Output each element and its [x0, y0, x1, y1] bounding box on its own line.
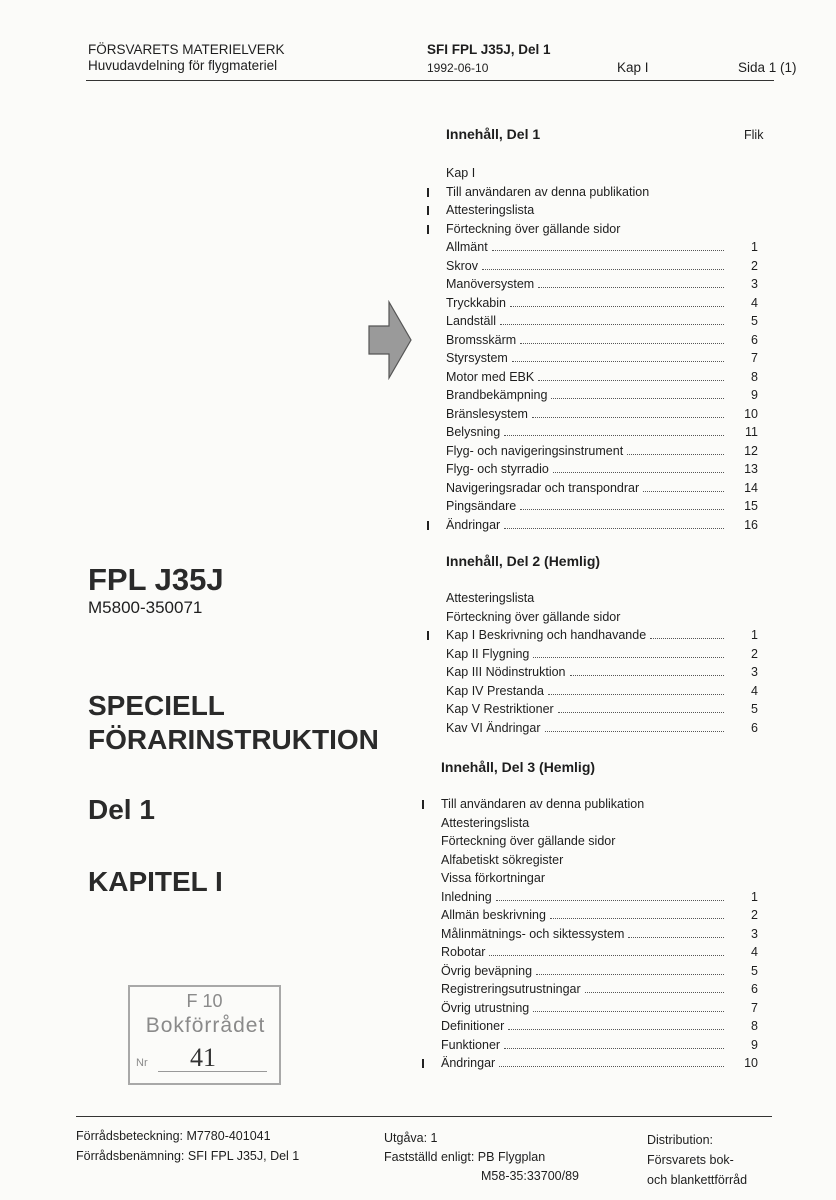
toc-item-flik: 6	[751, 982, 758, 996]
toc-item	[446, 460, 758, 479]
toc-item-label: Allmän beskrivning	[441, 908, 546, 922]
toc-item-flik: 3	[751, 277, 758, 291]
toc-item	[446, 257, 758, 276]
toc-item	[446, 589, 758, 608]
toc-item-flik: 10	[744, 1056, 758, 1070]
toc-item-label: Bränslesystem	[446, 406, 528, 421]
toc-item-label: Till användaren av denna publikation	[446, 184, 650, 199]
toc-item	[441, 1036, 758, 1055]
toc-item-flik: 4	[751, 683, 758, 698]
toc-item	[441, 1017, 758, 1036]
change-bar	[427, 631, 429, 640]
toc-leader-dots	[536, 973, 724, 975]
toc-item-flik: 8	[751, 369, 758, 384]
org-division: Huvudavdelning för flygmateriel	[88, 58, 278, 73]
toc-item	[441, 832, 758, 851]
toc-del3-title: Innehåll, Del 3 (Hemlig)	[441, 759, 596, 775]
toc-leader-dots	[508, 1028, 724, 1030]
toc-leader-dots	[489, 954, 724, 956]
stamp-nr-value: 41	[190, 1043, 216, 1072]
toc-item	[441, 795, 758, 814]
toc-item-label: Kav VI Ändringar	[446, 720, 541, 735]
toc-item-label: Attesteringslista	[446, 203, 535, 217]
toc-leader-dots	[643, 490, 724, 492]
toc-leader-dots	[553, 471, 724, 473]
toc-item	[441, 851, 758, 870]
toc-item-flik: 14	[744, 480, 758, 495]
toc-item-label: Belysning	[446, 425, 501, 439]
toc-item-flik: 1	[751, 889, 758, 904]
toc-item-label: Kap V Restriktioner	[446, 702, 554, 716]
toc-item	[446, 368, 758, 387]
footer-benamning: Förrådsbenämning: SFI FPL J35J, Del 1	[76, 1149, 300, 1163]
toc-leader-dots	[532, 416, 724, 418]
toc-item-label: Kap I Beskrivning och handhavande	[446, 628, 647, 642]
doc-date: 1992-06-10	[427, 61, 489, 75]
toc-leader-dots	[520, 508, 724, 510]
toc-item	[441, 943, 758, 962]
toc-item-label: Robotar	[441, 945, 486, 959]
toc-item-flik: 1	[751, 240, 758, 254]
toc-item	[446, 275, 758, 294]
toc-item-flik: 6	[751, 332, 758, 347]
toc-item-flik: 3	[751, 926, 758, 941]
toc-item	[441, 869, 758, 888]
toc-del3	[441, 759, 758, 1073]
toc-item-label: Funktioner	[441, 1037, 501, 1052]
toc-item-flik: 2	[751, 646, 758, 661]
toc-leader-dots	[533, 656, 724, 658]
toc-item-flik: 10	[744, 406, 758, 421]
change-bar	[427, 225, 429, 234]
toc-item	[446, 164, 758, 183]
cover-chapter: KAPITEL I	[88, 866, 223, 897]
change-bar	[427, 521, 429, 530]
toc-item-flik: 16	[744, 517, 758, 532]
toc-item-flik: 6	[751, 720, 758, 735]
cover-title: FPL J35J	[88, 562, 224, 597]
toc-item	[446, 238, 758, 257]
toc-item-label: Förteckning över gällande sidor	[446, 609, 621, 624]
toc-del3-list	[441, 795, 758, 1073]
toc-leader-dots	[538, 379, 724, 381]
toc-leader-dots	[504, 527, 724, 529]
toc-item-label: Ändringar	[441, 1056, 496, 1070]
toc-leader-dots	[585, 991, 724, 993]
toc-item-label: Flyg- och navigeringsinstrument	[446, 443, 624, 458]
toc-item-label: Styrsystem	[446, 351, 508, 365]
toc-item-label: Landställ	[446, 314, 497, 328]
toc-item	[446, 386, 758, 405]
toc-leader-dots	[500, 323, 724, 325]
change-bar	[422, 800, 424, 809]
toc-item-flik: 5	[751, 702, 758, 716]
cover-subtitle-2: FÖRARINSTRUKTION	[88, 724, 379, 755]
toc-item-label: Kap I	[446, 166, 476, 180]
toc-leader-dots	[548, 693, 724, 695]
toc-item	[446, 645, 758, 664]
footer-dist-line3: och blankettförråd	[647, 1173, 748, 1187]
toc-item-flik: 2	[751, 258, 758, 273]
toc-item-flik: 2	[751, 908, 758, 922]
toc-item-label: Kap II Flygning	[446, 646, 530, 661]
toc-item	[441, 999, 758, 1018]
footer-utgava: Utgåva: 1	[384, 1131, 438, 1145]
toc-del1	[446, 126, 758, 534]
toc-item-flik: 4	[751, 295, 758, 310]
toc-leader-dots	[499, 1065, 724, 1067]
org-name: FÖRSVARETS MATERIELVERK	[88, 42, 285, 57]
toc-leader-dots	[512, 360, 724, 362]
header-chapter: Kap I	[617, 60, 649, 75]
toc-item	[446, 626, 758, 645]
toc-leader-dots	[628, 936, 724, 938]
toc-item-flik: 9	[751, 1037, 758, 1052]
footer-dist-line2: Försvarets bok-	[647, 1153, 734, 1167]
toc-item-label: Vissa förkortningar	[441, 871, 545, 885]
toc-item	[446, 349, 758, 368]
toc-leader-dots	[627, 453, 724, 455]
toc-item-label: Övrig beväpning	[441, 963, 533, 978]
toc-item-flik: 13	[744, 462, 758, 476]
cover-code: M5800-350071	[88, 598, 203, 617]
toc-item-label: Brandbekämpning	[446, 388, 548, 402]
toc-item-label: Attesteringslista	[441, 815, 530, 830]
toc-item	[446, 183, 758, 202]
toc-leader-dots	[492, 249, 724, 251]
toc-item-label: Övrig utrustning	[441, 1000, 530, 1015]
toc-item-label: Definitioner	[441, 1019, 505, 1033]
toc-item-label: Alfabetiskt sökregister	[441, 852, 564, 867]
toc-item-flik: 4	[751, 945, 758, 959]
toc-leader-dots	[504, 434, 724, 436]
toc-item-flik: 11	[745, 425, 758, 439]
toc-item-label: Flyg- och styrradio	[446, 462, 549, 476]
toc-item-flik: 3	[751, 665, 758, 679]
stamp-nr-label: Nr	[136, 1057, 148, 1069]
toc-leader-dots	[482, 268, 724, 270]
toc-item	[441, 980, 758, 999]
toc-leader-dots	[650, 637, 724, 639]
toc-item-label: Navigeringsradar och transpondrar	[446, 480, 640, 495]
toc-item	[446, 294, 758, 313]
toc-item-label: Kap IV Prestanda	[446, 683, 544, 698]
footer-rule	[76, 1116, 772, 1117]
toc-item	[446, 423, 758, 442]
toc-item	[446, 682, 758, 701]
toc-item-flik: 7	[751, 351, 758, 365]
toc-leader-dots	[545, 730, 725, 732]
toc-del2-list	[446, 589, 758, 737]
toc-leader-dots	[496, 899, 724, 901]
toc-leader-dots	[570, 674, 724, 676]
toc-del2	[446, 553, 758, 737]
toc-item-label: Bromsskärm	[446, 332, 517, 347]
toc-item-label: Förteckning över gällande sidor	[441, 834, 616, 848]
page-number: Sida 1 (1)	[738, 60, 797, 75]
toc-leader-dots	[510, 305, 724, 307]
footer-ref: M58-35:33700/89	[481, 1169, 579, 1183]
toc-del2-title: Innehåll, Del 2 (Hemlig)	[446, 553, 601, 569]
stamp-line2: Bokförrådet	[145, 1014, 266, 1037]
toc-item	[446, 700, 758, 719]
toc-leader-dots	[558, 711, 724, 713]
library-stamp	[128, 985, 281, 1085]
footer-faststalld: Fastställd enligt: PB Flygplan	[384, 1150, 546, 1164]
change-bar	[427, 206, 429, 215]
toc-leader-dots	[520, 342, 724, 344]
toc-item	[446, 663, 758, 682]
toc-item-label: Kap III Nödinstruktion	[446, 665, 566, 679]
toc-item-flik: 12	[744, 443, 758, 458]
toc-item	[446, 405, 758, 424]
toc-item	[446, 312, 758, 331]
toc-item-label: Förteckning över gällande sidor	[446, 221, 621, 236]
doc-id: SFI FPL J35J, Del 1	[427, 42, 551, 57]
toc-leader-dots	[538, 286, 724, 288]
toc-item	[446, 331, 758, 350]
toc-item-label: Målinmätnings- och siktessystem	[441, 926, 625, 941]
header-rule	[86, 80, 774, 81]
toc-item-label: Registreringsutrustningar	[441, 982, 581, 996]
toc-item-flik: 8	[751, 1019, 758, 1033]
toc-item-flik: 1	[751, 628, 758, 642]
toc-del1-list	[446, 164, 758, 534]
toc-leader-dots	[550, 917, 724, 919]
arrow-right-icon	[367, 300, 413, 380]
toc-item	[441, 1054, 758, 1073]
change-bar	[422, 1059, 424, 1068]
toc-item-flik: 5	[751, 963, 758, 978]
toc-item	[446, 479, 758, 498]
toc-leader-dots	[533, 1010, 724, 1012]
toc-item-label: Skrov	[446, 258, 478, 273]
toc-item-label: Till användaren av denna publikation	[441, 797, 645, 811]
toc-item	[446, 608, 758, 627]
toc-item-label: Attesteringslista	[446, 591, 535, 605]
cover-part: Del 1	[88, 794, 155, 825]
toc-item-flik: 5	[751, 314, 758, 328]
toc-item	[441, 906, 758, 925]
footer-beteckning: Förrådsbeteckning: M7780-401041	[76, 1129, 271, 1143]
toc-leader-dots	[504, 1047, 724, 1049]
toc-item	[446, 220, 758, 239]
toc-item	[446, 201, 758, 220]
toc-item-label: Allmänt	[446, 240, 488, 254]
flik-label: Flik	[744, 128, 764, 142]
toc-item	[441, 925, 758, 944]
toc-item-flik: 15	[744, 499, 758, 513]
toc-item-flik: 9	[751, 388, 758, 402]
toc-item-label: Motor med EBK	[446, 369, 535, 384]
toc-del1-title: Innehåll, Del 1	[446, 126, 541, 142]
toc-item	[446, 516, 758, 535]
change-bar	[427, 188, 429, 197]
toc-item-label: Ändringar	[446, 517, 501, 532]
toc-item	[441, 888, 758, 907]
toc-leader-dots	[551, 397, 724, 399]
toc-item-flik: 7	[751, 1000, 758, 1015]
cover-subtitle-1: SPECIELL	[88, 690, 225, 721]
toc-item-label: Tryckkabin	[446, 295, 506, 310]
stamp-line1: F 10	[186, 991, 223, 1011]
toc-item	[446, 497, 758, 516]
toc-item	[441, 962, 758, 981]
footer-distribution: Distribution:	[647, 1133, 713, 1147]
toc-item	[446, 719, 758, 738]
toc-item-label: Manöversystem	[446, 277, 535, 291]
toc-item	[446, 442, 758, 461]
toc-item-label: Inledning	[441, 889, 492, 904]
toc-item	[441, 814, 758, 833]
toc-item-label: Pingsändare	[446, 499, 517, 513]
